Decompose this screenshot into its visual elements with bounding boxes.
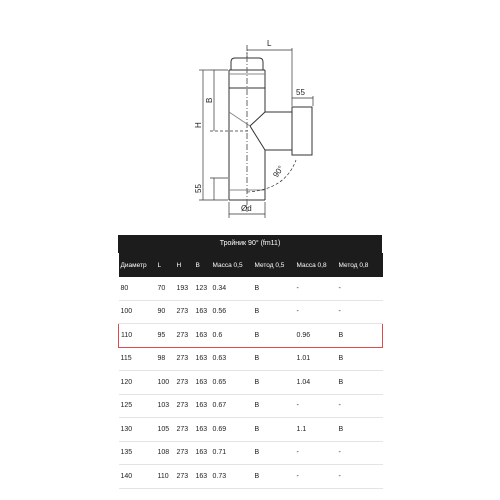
table-cell: В xyxy=(253,347,295,371)
table-cell: 1.1 xyxy=(295,418,337,442)
table-cell: - xyxy=(295,441,337,465)
table-cell: 103 xyxy=(156,394,175,418)
table-cell: 0.69 xyxy=(211,418,253,442)
col-header-diameter: Диаметр xyxy=(119,253,156,277)
branch-pipe xyxy=(250,112,265,150)
table-row xyxy=(119,394,383,418)
table-cell: В xyxy=(253,465,295,489)
table-cell: В xyxy=(253,394,295,418)
table-cell: 273 xyxy=(175,347,194,371)
table-cell: В xyxy=(337,371,383,395)
table-cell: 108 xyxy=(156,441,175,465)
table-cell: В xyxy=(337,324,383,348)
table-cell: 163 xyxy=(194,347,211,371)
table-cell: В xyxy=(253,418,295,442)
col-header-method-05: Метод 0,5 xyxy=(253,253,295,277)
table-cell: 163 xyxy=(194,465,211,489)
table-cell: - xyxy=(337,394,383,418)
table-cell: 193 xyxy=(175,277,194,300)
table-cell: В xyxy=(253,300,295,324)
table-cell: 110 xyxy=(156,465,175,489)
tee-technical-drawing xyxy=(0,0,500,230)
table-cell: 163 xyxy=(194,441,211,465)
table-cell: 273 xyxy=(175,418,194,442)
table-cell: 123 xyxy=(194,277,211,300)
table-cell: 105 xyxy=(156,418,175,442)
table-cell: 98 xyxy=(156,347,175,371)
table-cell: 95 xyxy=(156,324,175,348)
table-row xyxy=(119,418,383,442)
table-cell: - xyxy=(337,465,383,489)
table-cell: - xyxy=(295,300,337,324)
table-cell: 0.6 xyxy=(211,324,253,348)
dim-d-label: Ød xyxy=(241,204,252,213)
table-cell: В xyxy=(253,441,295,465)
table-cell: 163 xyxy=(194,300,211,324)
table-cell: 135 xyxy=(119,441,156,465)
branch-socket xyxy=(292,107,312,155)
table-cell: 130 xyxy=(119,418,156,442)
table-cell: В xyxy=(337,418,383,442)
col-header-mass-05: Масса 0,5 xyxy=(211,253,253,277)
table-cell: - xyxy=(295,277,337,300)
table-cell: 1.01 xyxy=(295,347,337,371)
dim-h-label: H xyxy=(194,122,203,128)
table-cell: 163 xyxy=(194,324,211,348)
table-cell: 0.65 xyxy=(211,371,253,395)
dim-angle-label: 90° xyxy=(271,164,286,180)
table-row xyxy=(119,371,383,395)
table-cell: 70 xyxy=(156,277,175,300)
table-cell: В xyxy=(253,277,295,300)
col-header-l: L xyxy=(156,253,175,277)
table-cell: - xyxy=(337,441,383,465)
table-cell: 0.67 xyxy=(211,394,253,418)
table-cell: 1.04 xyxy=(295,371,337,395)
table-cell: 90 xyxy=(156,300,175,324)
table-cell: В xyxy=(337,347,383,371)
table-cell: 0.56 xyxy=(211,300,253,324)
col-header-b: B xyxy=(194,253,211,277)
table-header-row xyxy=(119,253,383,277)
table-cell: - xyxy=(337,277,383,300)
table-row xyxy=(119,441,383,465)
table-row xyxy=(119,277,383,300)
table-cell: 0.96 xyxy=(295,324,337,348)
table-cell: 163 xyxy=(194,418,211,442)
table-cell: - xyxy=(295,394,337,418)
table-cell: 100 xyxy=(156,371,175,395)
table-row xyxy=(119,300,383,324)
spec-table xyxy=(118,253,383,489)
dim-55-top-label: 55 xyxy=(296,88,305,97)
table-cell: 125 xyxy=(119,394,156,418)
table-title: Тройник 90° (fm11) xyxy=(118,235,382,253)
table-cell: 273 xyxy=(175,441,194,465)
table-cell: 0.34 xyxy=(211,277,253,300)
table-cell: 273 xyxy=(175,394,194,418)
table-cell: 115 xyxy=(119,347,156,371)
table-cell: В xyxy=(253,371,295,395)
table-row xyxy=(119,465,383,489)
table-cell: 273 xyxy=(175,465,194,489)
table-cell: 140 xyxy=(119,465,156,489)
col-header-h: H xyxy=(175,253,194,277)
table-cell: 0.73 xyxy=(211,465,253,489)
table-row xyxy=(119,347,383,371)
dim-b-label: B xyxy=(205,97,214,103)
table-cell: 163 xyxy=(194,394,211,418)
table-cell: 110 xyxy=(119,324,156,348)
dim-l-label: L xyxy=(267,39,272,48)
dim-55-left-label: 55 xyxy=(194,184,203,193)
table-cell: 100 xyxy=(119,300,156,324)
table-cell: - xyxy=(337,300,383,324)
table-row xyxy=(119,324,383,348)
col-header-method-08: Метод 0,8 xyxy=(337,253,383,277)
spec-table-section xyxy=(118,235,382,489)
table-cell: 273 xyxy=(175,371,194,395)
angle-arc xyxy=(247,160,296,192)
table-cell: 0.71 xyxy=(211,441,253,465)
table-cell: 0.63 xyxy=(211,347,253,371)
col-header-mass-08: Масса 0,8 xyxy=(295,253,337,277)
table-cell: В xyxy=(253,324,295,348)
table-cell: - xyxy=(295,465,337,489)
table-cell: 273 xyxy=(175,324,194,348)
table-cell: 163 xyxy=(194,371,211,395)
table-cell: 273 xyxy=(175,300,194,324)
table-cell: 80 xyxy=(119,277,156,300)
table-cell: 120 xyxy=(119,371,156,395)
